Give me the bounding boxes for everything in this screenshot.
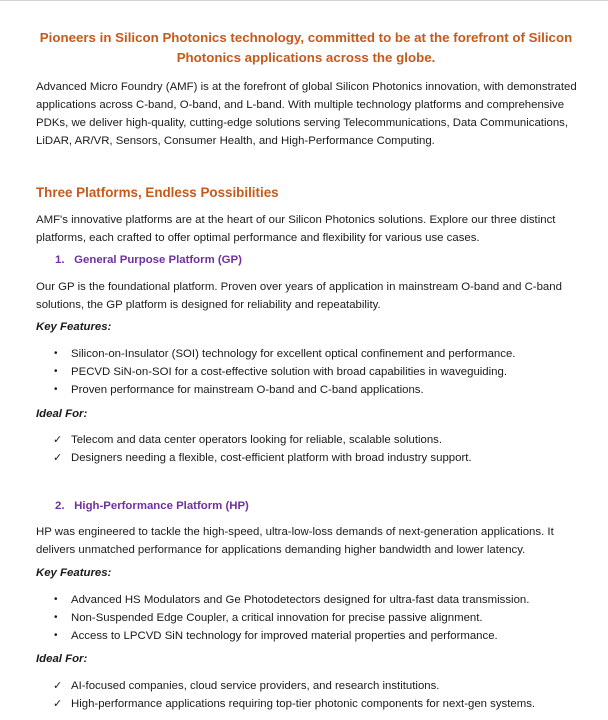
ideal-for-label: Ideal For: bbox=[36, 408, 88, 420]
top-border bbox=[0, 0, 608, 1]
feature-text: Access to LPCVD SiN technology for improved material properties and performance. bbox=[71, 630, 498, 642]
ideal-text: AI-focused companies, cloud service providers, and research institutions. bbox=[71, 680, 440, 692]
feature-text: Non-Suspended Edge Coupler, a critical innovation for precise passive alignment. bbox=[71, 612, 483, 624]
key-features-label: Key Features: bbox=[36, 321, 112, 333]
feature-text: Proven performance for mainstream O-band and C-band applications. bbox=[71, 384, 424, 396]
bullet-icon: • bbox=[54, 630, 58, 641]
feature-text: Silicon-on-Insulator (SOI) technology for excellent optical confinement and performance. bbox=[71, 348, 516, 360]
platform-heading-hp bbox=[55, 500, 249, 512]
feature-text: PECVD SiN-on-SOI for a cost-effective solution with broad capabilities in waveguiding. bbox=[71, 366, 508, 378]
section-description: AMF's innovative platforms are at the heart of our Silicon Photonics solutions. Explore our three distinct platforms, each crafted to offer optimal performance and flexibility for various use cases. bbox=[36, 214, 556, 244]
ideal-for-list bbox=[36, 431, 576, 467]
list-item bbox=[36, 449, 576, 467]
platform-description: HP was engineered to tackle the high-speed, ultra-low-loss demands of next-generation applications. It delivers unmatched performance for applications demanding higher bandwidth and lower latency. bbox=[36, 526, 554, 556]
feature-text: Advanced HS Modulators and Ge Photodetectors designed for ultra-fast data transmission. bbox=[71, 594, 530, 606]
check-icon: ✓ bbox=[53, 680, 63, 692]
platform-number: 1. bbox=[55, 254, 65, 266]
list-item bbox=[36, 431, 576, 449]
list-item bbox=[36, 591, 576, 609]
check-icon: ✓ bbox=[53, 698, 63, 710]
list-item bbox=[36, 627, 576, 645]
list-item bbox=[36, 677, 576, 695]
platform-description: Our GP is the foundational platform. Proven over years of application in mainstream O-band and C-band solutions, the GP platform is designed for reliability and repeatability. bbox=[36, 281, 562, 311]
check-icon: ✓ bbox=[53, 434, 63, 446]
section-heading: Three Platforms, Endless Possibilities bbox=[36, 185, 279, 200]
bullet-icon: • bbox=[54, 366, 58, 377]
bullet-icon: • bbox=[54, 384, 58, 395]
intro-paragraph: Advanced Micro Foundry (AMF) is at the forefront of global Silicon Photonics innovation, with demonstrated applications across C-band, O-band, and L-band. With multiple technology platforms and comprehensive PDKs, we deliver high-quality, cutting-edge solutions serving Telecommunications, Data Communications, LiDAR, AR/VR, Sensors, Consumer Health, and High-Performance Computing. bbox=[36, 81, 577, 147]
ideal-for-label: Ideal For: bbox=[36, 653, 88, 665]
list-item bbox=[36, 609, 576, 627]
platform-name: General Purpose Platform (GP) bbox=[74, 254, 242, 266]
ideal-text: Designers needing a flexible, cost-efficient platform with broad industry support. bbox=[71, 452, 472, 464]
bullet-icon: • bbox=[54, 348, 58, 359]
list-item bbox=[36, 363, 576, 381]
list-item bbox=[36, 345, 576, 363]
bullet-icon: • bbox=[54, 594, 58, 605]
list-item bbox=[36, 381, 576, 399]
key-features-label: Key Features: bbox=[36, 567, 112, 579]
key-features-list bbox=[36, 345, 576, 399]
check-icon: ✓ bbox=[53, 452, 63, 464]
ideal-text: Telecom and data center operators looking for reliable, scalable solutions. bbox=[71, 434, 443, 446]
platform-name: High-Performance Platform (HP) bbox=[74, 500, 249, 512]
list-item bbox=[36, 695, 576, 713]
ideal-text: High-performance applications requiring top-tier photonic components for next-gen systems. bbox=[71, 698, 536, 710]
key-features-list bbox=[36, 591, 576, 645]
ideal-for-list bbox=[36, 677, 576, 713]
platform-heading-gp bbox=[55, 254, 242, 266]
hero-title: Pioneers in Silicon Photonics technology, committed to be at the forefront of Silicon Photonics applications across the globe. bbox=[39, 30, 573, 65]
platform-number: 2. bbox=[55, 500, 65, 512]
bullet-icon: • bbox=[54, 612, 58, 623]
